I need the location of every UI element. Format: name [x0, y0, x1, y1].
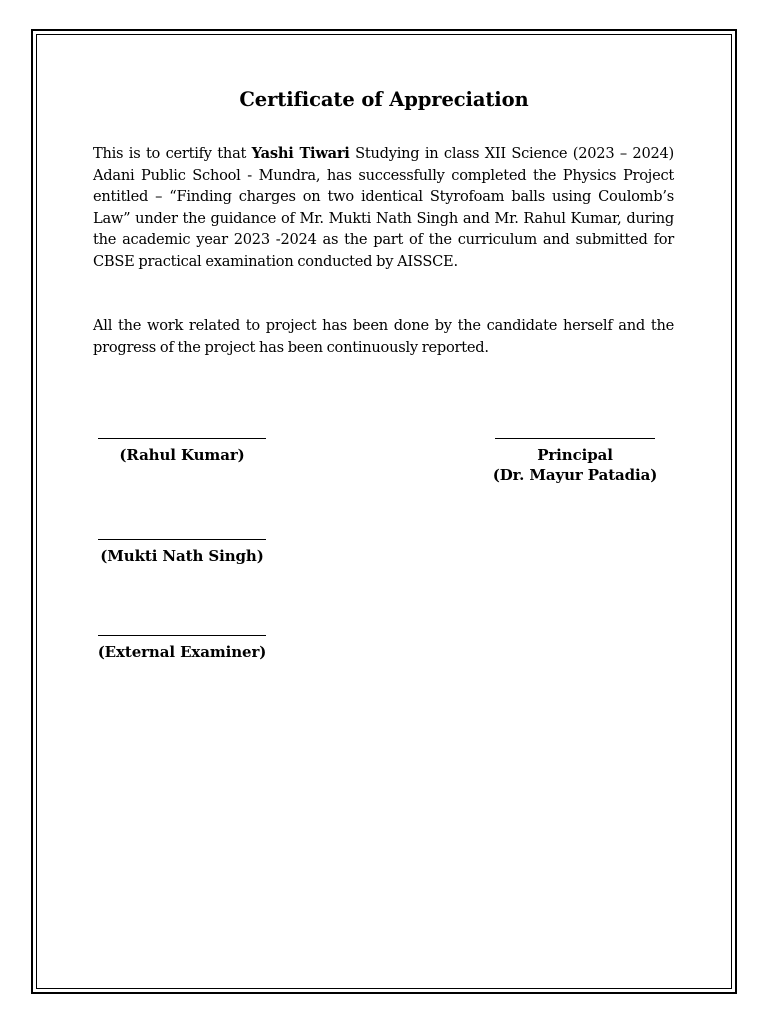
- signatory-title-principal: Principal: [537, 446, 613, 464]
- signature-block-rahul-kumar: [92, 438, 272, 465]
- signatory-name-rahul-kumar: (Rahul Kumar): [119, 446, 245, 464]
- signature-block-mukti-nath-singh: [92, 539, 272, 566]
- signatory-name-principal: (Dr. Mayur Patadia): [492, 466, 658, 484]
- signatory-name-external-examiner: (External Examiner): [97, 643, 267, 661]
- certificate-title: Certificate of Appreciation: [239, 88, 529, 111]
- certification-paragraph: [93, 143, 674, 273]
- student-name: Yashi Tiwari: [251, 145, 350, 162]
- signatory-name-mukti-nath-singh: (Mukti Nath Singh): [100, 547, 264, 565]
- signature-block-external-examiner: [92, 635, 272, 662]
- signature-line: [495, 438, 655, 439]
- work-declaration-paragraph: All the work related to project has been done by the candidate herself and the progress of the project has been continuously reported.: [93, 317, 674, 356]
- signature-line: [98, 539, 266, 540]
- signature-line: [98, 635, 266, 636]
- signature-block-principal: [470, 438, 680, 485]
- certification-text-body: Studying in class XII Science (2023 – 2024) Adani Public School - Mundra, has successfully completed the Physics Project entitled – “Finding charges on two identical Styrofoam balls using Coulomb’s Law” under the guidance of Mr. Mukti Nath Singh and Mr. Rahul Kumar, during the academic year 2023 -2024 as the part of the curriculum and submitted for CBSE practical examination conducted by AISSCE.: [93, 145, 674, 270]
- signature-line: [98, 438, 266, 439]
- certification-text-intro: This is to certify that: [93, 145, 252, 162]
